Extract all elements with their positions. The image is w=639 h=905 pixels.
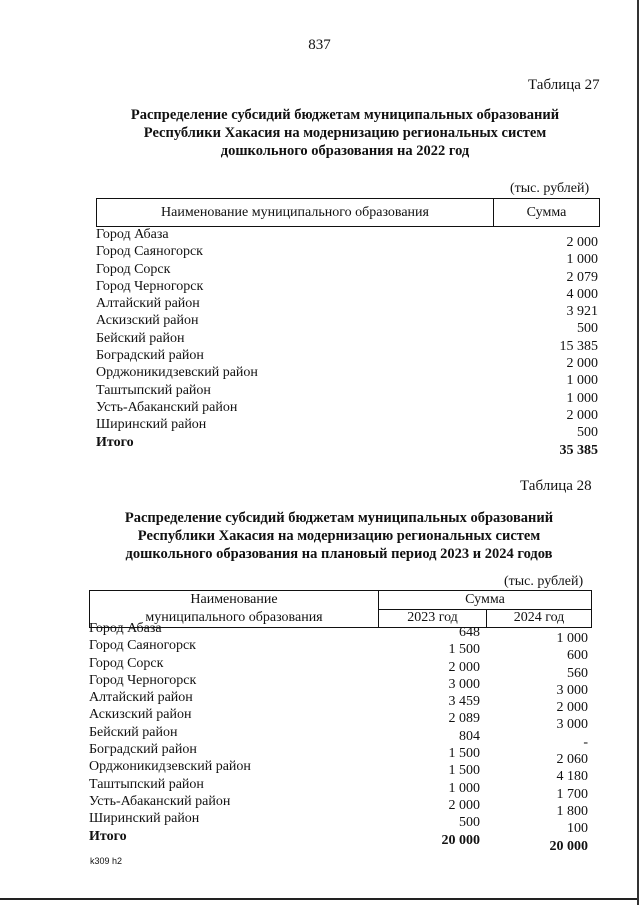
amount-2024-value: 1 700 <box>556 786 588 802</box>
amount-2023-value: 1 000 <box>448 780 480 796</box>
amount-2023-value: 2 000 <box>448 659 480 675</box>
scan-artifact-line <box>0 898 639 900</box>
total-value: 35 385 <box>559 442 598 458</box>
municipality-name: Бейский район <box>89 724 178 740</box>
municipality-name: Усть-Абаканский район <box>96 399 238 415</box>
amount-2024-value: 600 <box>567 648 588 664</box>
table-row <box>96 244 600 268</box>
table-28-title-line: Республики Хакасия на модернизацию региональных систем <box>137 528 541 544</box>
amount-2024-value: 3 000 <box>556 717 588 733</box>
amount-2023-value: 2 000 <box>448 797 480 813</box>
table-27-units: (тыс. рублей) <box>510 181 590 196</box>
table-27-header-name: Наименование муниципального образования <box>97 199 494 227</box>
table-row <box>96 365 600 389</box>
table-row <box>96 399 600 423</box>
table-row <box>96 227 600 250</box>
amount-value: 4 000 <box>566 286 598 302</box>
table-27-title-line: дошкольного образования на 2022 год <box>220 143 470 159</box>
table-row <box>96 296 600 320</box>
table-28-header-year-2024: 2024 год <box>487 609 592 628</box>
municipality-name: Боградский район <box>96 348 204 364</box>
amount-value: 1 000 <box>566 373 598 389</box>
amount-value: 2 000 <box>566 407 598 423</box>
amount-2024-value: 1 000 <box>556 631 588 646</box>
amount-2024-value: 4 180 <box>556 769 588 785</box>
table-row <box>96 330 600 354</box>
municipality-name: Алтайский район <box>89 690 193 706</box>
table-row <box>96 313 600 337</box>
amount-value: 2 000 <box>566 235 598 250</box>
amount-value: 500 <box>577 321 598 337</box>
table-27-title <box>90 106 600 160</box>
amount-2023-value: 3 459 <box>448 694 480 710</box>
amount-2023-value: 2 089 <box>448 711 480 727</box>
municipality-name: Таштыпский район <box>89 776 204 792</box>
amount-value: 15 385 <box>559 338 598 354</box>
amount-value: 1 000 <box>566 390 598 406</box>
municipality-name: Орджоникидзевский район <box>96 365 258 381</box>
municipality-name: Ширинский район <box>96 417 207 433</box>
table-27-label: Таблица 27 <box>528 77 600 93</box>
municipality-name: Город Саяногорск <box>89 638 196 654</box>
amount-value: 2 079 <box>566 269 598 285</box>
amount-2024-value: 100 <box>567 821 588 837</box>
table-28-header-name-line: муниципального образования <box>145 610 323 625</box>
amount-2024-value: 3 000 <box>556 682 588 698</box>
amount-2023-value: 1 500 <box>448 763 480 779</box>
table-27-title-line: Республики Хакасия на модернизацию региональных систем <box>143 125 547 141</box>
municipality-name: Алтайский район <box>96 296 200 312</box>
table-28-label: Таблица 28 <box>520 478 592 494</box>
municipality-name: Бейский район <box>96 330 185 346</box>
table-row <box>96 278 600 302</box>
municipality-name: Город Черногорск <box>89 672 197 688</box>
table-28-title <box>84 509 594 563</box>
table-27-title-line: Распределение субсидий бюджетам муниципальных образований <box>130 107 560 123</box>
municipality-name: Город Абаза <box>96 227 169 242</box>
table-28-title-line: дошкольного образования на плановый период 2023 и 2024 годов <box>125 546 553 562</box>
table-27-header-sum: Сумма <box>494 199 600 227</box>
amount-2024-value: 2 060 <box>556 752 588 768</box>
table-27-header <box>96 198 600 227</box>
amount-2023-value: 1 500 <box>448 642 480 658</box>
amount-value: 500 <box>577 425 598 441</box>
municipality-name: Город Саяногорск <box>96 244 203 260</box>
amount-value: 1 000 <box>566 252 598 268</box>
municipality-name: Город Черногорск <box>96 278 204 294</box>
amount-value: 3 921 <box>566 304 598 320</box>
total-label: Итого <box>89 828 127 844</box>
table-28-header-sum: Сумма <box>379 591 592 610</box>
table-total-row <box>96 434 600 458</box>
amount-2023-value: 804 <box>459 728 480 744</box>
total-2023-value: 20 000 <box>441 832 480 848</box>
table-row <box>96 382 600 406</box>
municipality-name: Аскизский район <box>96 313 199 329</box>
municipality-name: Орджоникидзевский район <box>89 759 251 775</box>
municipality-name: Усть-Абаканский район <box>89 793 231 809</box>
table-27-body <box>96 227 600 458</box>
amount-2023-value: 3 000 <box>448 676 480 692</box>
table-28-body <box>89 621 592 854</box>
amount-2024-value: 560 <box>567 665 588 681</box>
amount-2023-value: 648 <box>459 625 480 640</box>
table-28-header-name-line: Наименование <box>190 592 278 607</box>
table-total-row <box>89 828 592 854</box>
municipality-name: Город Сорск <box>96 261 171 277</box>
table-28-header-year-2023: 2023 год <box>379 609 487 628</box>
table-28-title-line: Распределение субсидий бюджетам муниципальных образований <box>124 510 554 526</box>
total-label: Итого <box>96 434 134 450</box>
municipality-name: Таштыпский район <box>96 382 211 398</box>
municipality-name: Город Абаза <box>89 621 162 636</box>
table-28-units: (тыс. рублей) <box>504 574 584 589</box>
table-row <box>96 348 600 372</box>
amount-2023-value: 1 500 <box>448 746 480 762</box>
amount-2024-value: 2 000 <box>556 700 588 716</box>
amount-value: 2 000 <box>566 356 598 372</box>
amount-2024-value: 1 800 <box>556 803 588 819</box>
table-row <box>96 261 600 285</box>
total-2024-value: 20 000 <box>549 838 588 854</box>
municipality-name: Аскизский район <box>89 707 192 723</box>
amount-2023-value: 500 <box>459 815 480 831</box>
page-number: 837 <box>308 37 331 53</box>
table-row <box>96 417 600 441</box>
footer-code: k309 h2 <box>90 856 123 866</box>
municipality-name: Боградский район <box>89 742 197 758</box>
municipality-name: Ширинский район <box>89 811 200 827</box>
amount-2024-value: - <box>583 734 588 750</box>
municipality-name: Город Сорск <box>89 655 164 671</box>
